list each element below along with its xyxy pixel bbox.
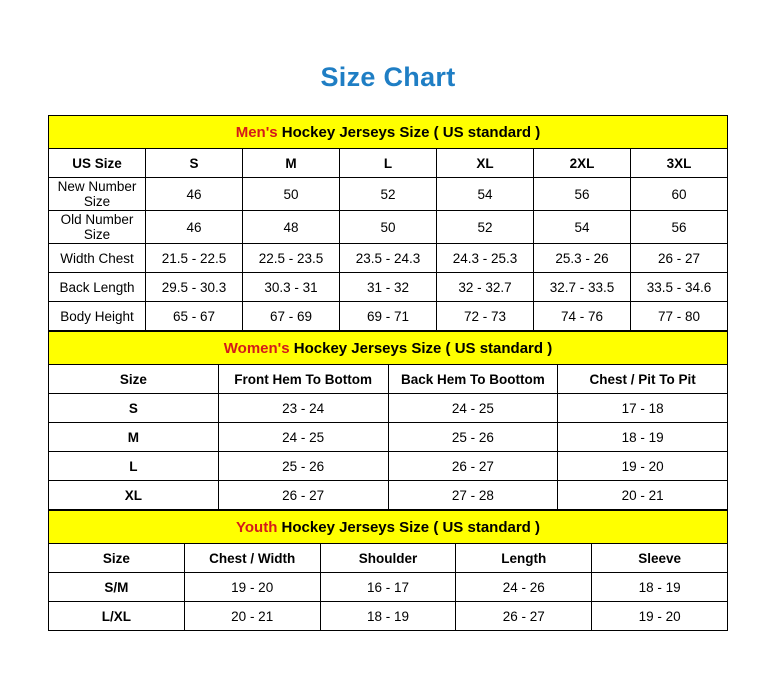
womens-row-3-cell-2: 27 - 28 [388, 481, 558, 510]
womens-row-2-cell-1: 25 - 26 [218, 452, 388, 481]
table-row [49, 481, 728, 510]
womens-banner-row [49, 332, 728, 365]
youth-row-1-cell-1: 20 - 21 [184, 602, 320, 631]
womens-row-1-cell-3: 18 - 19 [558, 423, 728, 452]
youth-header-cell-1: Chest / Width [184, 544, 320, 573]
mens-row-1-label: Old Number Size [49, 211, 146, 244]
table-row [49, 211, 728, 244]
womens-row-1-cell-1: 24 - 25 [218, 423, 388, 452]
womens-header-cell-3: Chest / Pit To Pit [558, 365, 728, 394]
page-title: Size Chart [320, 62, 456, 92]
mens-row-0-cell-3: 52 [340, 178, 437, 211]
youth-row-0-cell-4: 18 - 19 [592, 573, 728, 602]
mens-header-cell-3: L [340, 149, 437, 178]
table-row [49, 394, 728, 423]
table-row [49, 302, 728, 331]
womens-row-3-cell-1: 26 - 27 [218, 481, 388, 510]
table-row [49, 178, 728, 211]
youth-header-cell-4: Sleeve [592, 544, 728, 573]
womens-header-cell-0: Size [49, 365, 219, 394]
mens-row-2-cell-1: 21.5 - 22.5 [146, 244, 243, 273]
womens-row-2-cell-3: 19 - 20 [558, 452, 728, 481]
youth-header-cell-2: Shoulder [320, 544, 456, 573]
mens-row-0-label: New Number Size [49, 178, 146, 211]
size-tables [48, 115, 728, 631]
womens-row-1-cell-2: 25 - 26 [388, 423, 558, 452]
youth-row-1-cell-3: 26 - 27 [456, 602, 592, 631]
youth-row-1-cell-2: 18 - 19 [320, 602, 456, 631]
mens-row-1-cell-3: 50 [340, 211, 437, 244]
table-row [49, 423, 728, 452]
mens-row-2-cell-5: 25.3 - 26 [534, 244, 631, 273]
mens-row-3-cell-2: 30.3 - 31 [243, 273, 340, 302]
mens-row-3-label: Back Length [49, 273, 146, 302]
mens-row-2-cell-2: 22.5 - 23.5 [243, 244, 340, 273]
mens-row-4-label: Body Height [49, 302, 146, 331]
mens-row-4-cell-4: 72 - 73 [437, 302, 534, 331]
mens-header-cell-0: US Size [49, 149, 146, 178]
mens-row-0-cell-5: 56 [534, 178, 631, 211]
womens-size-table [48, 331, 728, 510]
youth-row-0-cell-1: 19 - 20 [184, 573, 320, 602]
womens-row-1-label: M [49, 423, 219, 452]
mens-banner-rest: Hockey Jerseys Size ( US standard ) [277, 123, 541, 141]
mens-banner-row [49, 116, 728, 149]
mens-row-1-cell-5: 54 [534, 211, 631, 244]
womens-row-0-label: S [49, 394, 219, 423]
youth-header-cell-3: Length [456, 544, 592, 573]
mens-row-3-cell-4: 32 - 32.7 [437, 273, 534, 302]
mens-header-cell-2: M [243, 149, 340, 178]
youth-header-row [49, 544, 728, 573]
mens-row-3-cell-1: 29.5 - 30.3 [146, 273, 243, 302]
mens-row-4-cell-2: 67 - 69 [243, 302, 340, 331]
youth-row-1-label: L/XL [49, 602, 185, 631]
womens-row-0-cell-3: 17 - 18 [558, 394, 728, 423]
mens-banner-accent: Men's [235, 123, 278, 141]
mens-row-4-cell-3: 69 - 71 [340, 302, 437, 331]
mens-header-cell-1: S [146, 149, 243, 178]
mens-row-0-cell-6: 60 [631, 178, 728, 211]
womens-row-3-label: XL [49, 481, 219, 510]
mens-row-0-cell-4: 54 [437, 178, 534, 211]
womens-row-3-cell-3: 20 - 21 [558, 481, 728, 510]
mens-row-0-cell-1: 46 [146, 178, 243, 211]
mens-header-row [49, 149, 728, 178]
mens-row-3-cell-5: 32.7 - 33.5 [534, 273, 631, 302]
mens-row-4-cell-6: 77 - 80 [631, 302, 728, 331]
youth-banner-accent: Youth [236, 518, 278, 536]
youth-row-0-cell-2: 16 - 17 [320, 573, 456, 602]
mens-row-2-cell-6: 26 - 27 [631, 244, 728, 273]
womens-banner-accent: Women's [223, 339, 290, 357]
mens-row-1-cell-1: 46 [146, 211, 243, 244]
womens-header-cell-2: Back Hem To Boottom [388, 365, 558, 394]
mens-size-table [48, 115, 728, 331]
mens-row-2-cell-3: 23.5 - 24.3 [340, 244, 437, 273]
womens-banner-cell [49, 332, 728, 365]
mens-header-cell-6: 3XL [631, 149, 728, 178]
mens-header-cell-5: 2XL [534, 149, 631, 178]
youth-size-table [48, 510, 728, 631]
mens-row-0-cell-2: 50 [243, 178, 340, 211]
table-row [49, 573, 728, 602]
youth-row-1-cell-4: 19 - 20 [592, 602, 728, 631]
mens-row-1-cell-6: 56 [631, 211, 728, 244]
womens-banner-rest: Hockey Jerseys Size ( US standard ) [289, 339, 553, 357]
table-row [49, 244, 728, 273]
womens-row-2-cell-2: 26 - 27 [388, 452, 558, 481]
youth-banner-row [49, 511, 728, 544]
mens-header-cell-4: XL [437, 149, 534, 178]
womens-row-0-cell-2: 24 - 25 [388, 394, 558, 423]
mens-row-4-cell-1: 65 - 67 [146, 302, 243, 331]
table-row [49, 273, 728, 302]
mens-banner-cell [49, 116, 728, 149]
mens-row-4-cell-5: 74 - 76 [534, 302, 631, 331]
womens-row-2-label: L [49, 452, 219, 481]
womens-row-0-cell-1: 23 - 24 [218, 394, 388, 423]
youth-banner-rest: Hockey Jerseys Size ( US standard ) [277, 518, 540, 536]
youth-header-cell-0: Size [49, 544, 185, 573]
mens-row-3-cell-6: 33.5 - 34.6 [631, 273, 728, 302]
mens-row-3-cell-3: 31 - 32 [340, 273, 437, 302]
mens-row-2-cell-4: 24.3 - 25.3 [437, 244, 534, 273]
mens-row-1-cell-2: 48 [243, 211, 340, 244]
womens-header-row [49, 365, 728, 394]
mens-row-2-label: Width Chest [49, 244, 146, 273]
youth-row-0-label: S/M [49, 573, 185, 602]
mens-row-1-cell-4: 52 [437, 211, 534, 244]
womens-header-cell-1: Front Hem To Bottom [218, 365, 388, 394]
table-row [49, 602, 728, 631]
table-row [49, 452, 728, 481]
youth-banner-cell [49, 511, 728, 544]
youth-row-0-cell-3: 24 - 26 [456, 573, 592, 602]
